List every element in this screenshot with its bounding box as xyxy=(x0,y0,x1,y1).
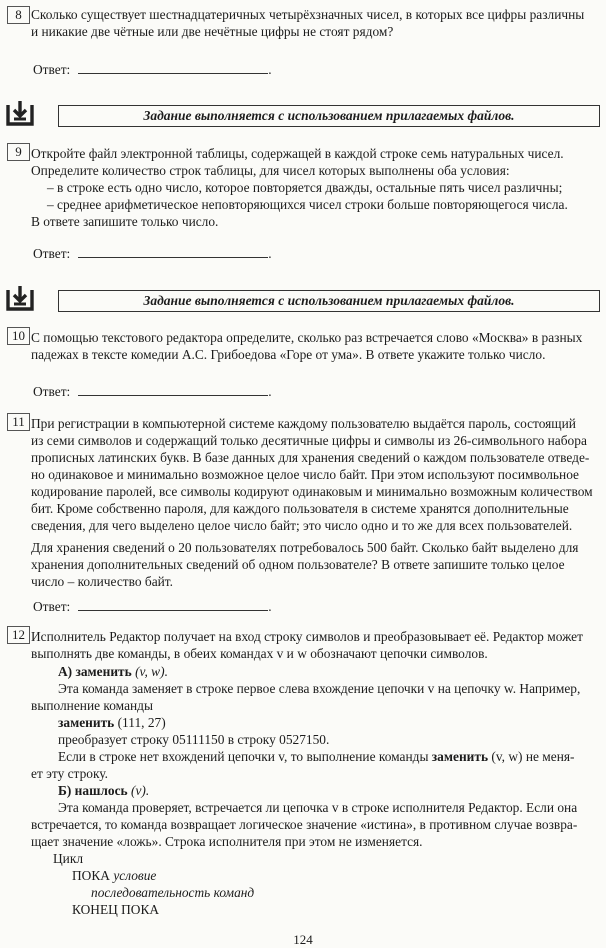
answer-label: Ответ: xyxy=(33,62,71,77)
task11-line: кодирование паролей, все символы кодируют одинаковым и минимально возможным количеством xyxy=(31,484,593,499)
task10-line: падежах в тексте комедии А.С. Грибоедова «Горе от ума». В ответе укажите только число. xyxy=(31,347,546,362)
task11-text xyxy=(31,415,597,590)
task11-line: прописных латинских букв. В базе данных для хранения сведений о каждом пользователе отведе- xyxy=(31,450,590,465)
task8-text xyxy=(31,6,597,40)
task9-line: Откройте файл электронной таблицы, содержащей в каждой строке семь натуральных чисел. xyxy=(31,146,564,161)
code-end: КОНЕЦ ПОКА xyxy=(72,902,160,917)
task11-line: сведения, для чего выделено целое число байт; это число одно и то же для всех пользователей. xyxy=(31,518,573,533)
task12-line: ет эту строку. xyxy=(31,766,108,781)
example-cmd-name: заменить xyxy=(58,715,115,730)
task12-line: Эта команда проверяет, встречается ли цепочка v в строке исполнителя Редактор. Если она xyxy=(58,800,578,815)
task10-line: С помощью текстового редактора определите, сколько раз встречается слово «Москва» в разных xyxy=(31,330,583,345)
note-bold: заменить xyxy=(431,749,489,764)
task12-line: выполнение команды xyxy=(31,698,153,713)
command-b-heading xyxy=(31,782,597,799)
code-cycle: Цикл xyxy=(53,851,84,866)
task12-line: встречается, то команда возвращает логическое значение «истина», в противном случае возвра- xyxy=(31,817,578,832)
example-command xyxy=(31,714,597,731)
task10-text xyxy=(31,329,597,363)
cmd-b-name: нашлось xyxy=(74,783,128,798)
code-while: ПОКА xyxy=(72,868,110,883)
answer-field[interactable] xyxy=(78,245,268,258)
task-number-12: 12 xyxy=(7,626,30,644)
task9-text xyxy=(31,145,597,230)
task11-line: число – количество байт. xyxy=(31,574,173,589)
answer-label: Ответ: xyxy=(33,246,71,261)
answer-field[interactable] xyxy=(78,383,268,396)
task11-line: хранения дополнительных сведений об одном пользователе? В ответе запишите только целое xyxy=(31,557,565,572)
task8-line: Сколько существует шестнадцатеричных четырёхзначных чисел, в которых все цифры различны xyxy=(31,7,585,22)
cmd-a-name: заменить xyxy=(75,664,132,679)
page-number: 124 xyxy=(293,932,313,947)
cmd-a-prefix: А) xyxy=(58,664,76,679)
answer-field[interactable] xyxy=(78,598,268,611)
download-icon xyxy=(5,283,35,313)
example-cmd-args: (111, 27) xyxy=(117,715,166,730)
code-condition: условие xyxy=(113,868,157,883)
code-while-line xyxy=(31,867,597,884)
task12-text xyxy=(31,628,597,918)
task-number-9: 9 xyxy=(7,143,30,161)
task12-line xyxy=(31,748,597,765)
files-banner: Задание выполняется с использованием прилагаемых файлов. xyxy=(58,290,600,312)
task12-line: щает значение «ложь». Строка исполнителя при этом не изменяется. xyxy=(31,834,423,849)
task9-line: В ответе запишите только число. xyxy=(31,214,219,229)
files-banner: Задание выполняется с использованием прилагаемых файлов. xyxy=(58,105,600,127)
task-number-8: 8 xyxy=(7,6,30,24)
command-a-heading xyxy=(31,663,597,680)
task12-line: выполнять две команды, в обеих командах v и w обозначают цепочки символов. xyxy=(31,646,488,661)
answer-label: Ответ: xyxy=(33,599,71,614)
task9-line: Определите количество строк таблицы, для чисел которых выполнены оба условия: xyxy=(31,163,510,178)
code-body-text: последовательность команд xyxy=(91,885,255,900)
task9-condition: – среднее арифметическое неповторяющихся чисел строки больше повторяющегося числа. xyxy=(47,197,568,212)
task12-line: Эта команда заменяет в строке первое слева вхождение цепочки v на цепочку w. Например, xyxy=(58,681,581,696)
task12-line: Исполнитель Редактор получает на вход строку символов и преобразовывает её. Редактор может xyxy=(31,629,583,644)
cmd-b-prefix: Б) xyxy=(58,783,75,798)
note-post: (v, w) не меня- xyxy=(488,749,575,764)
task11-line: При регистрации в компьютерной системе каждому пользователю выдаётся пароль, состоящий xyxy=(31,416,576,431)
task8-answer: Ответ: . xyxy=(33,62,272,77)
task11-line: Для хранения сведений о 20 пользователях потребовалось 500 байт. Сколько байт выделено для xyxy=(31,540,579,555)
task10-answer: Ответ: . xyxy=(33,384,272,399)
task11-line: но одинаковое и минимально возможное целое число байт. При этом используют посимвольное xyxy=(31,467,580,482)
task11-answer: Ответ: . xyxy=(33,599,272,614)
answer-label: Ответ: xyxy=(33,384,71,399)
example-result: преобразует строку 05111150 в строку 0527150. xyxy=(58,732,330,747)
cmd-b-args: (v). xyxy=(130,783,150,798)
task9-condition: – в строке есть одно число, которое повторяется дважды, остальные пять чисел различны; xyxy=(47,180,563,195)
task11-line: из семи символов и содержащий только десятичные цифры и символы из 26-символьного набора xyxy=(31,433,587,448)
task9-answer: Ответ: . xyxy=(33,246,272,261)
task8-line: и никакие две чётные или две нечётные цифры не стоят рядом? xyxy=(31,24,394,39)
note-pre: Если в строке нет вхождений цепочки v, то выполнение команды xyxy=(58,749,432,764)
task-number-10: 10 xyxy=(7,327,30,345)
download-icon xyxy=(5,98,35,128)
task11-line: бит. Кроме собственно пароля, для каждого пользователя в системе хранятся дополнительные xyxy=(31,501,569,516)
code-body xyxy=(31,884,597,901)
task-number-11: 11 xyxy=(7,413,30,431)
cmd-a-args: (v, w). xyxy=(135,664,168,679)
answer-field[interactable] xyxy=(78,61,268,74)
